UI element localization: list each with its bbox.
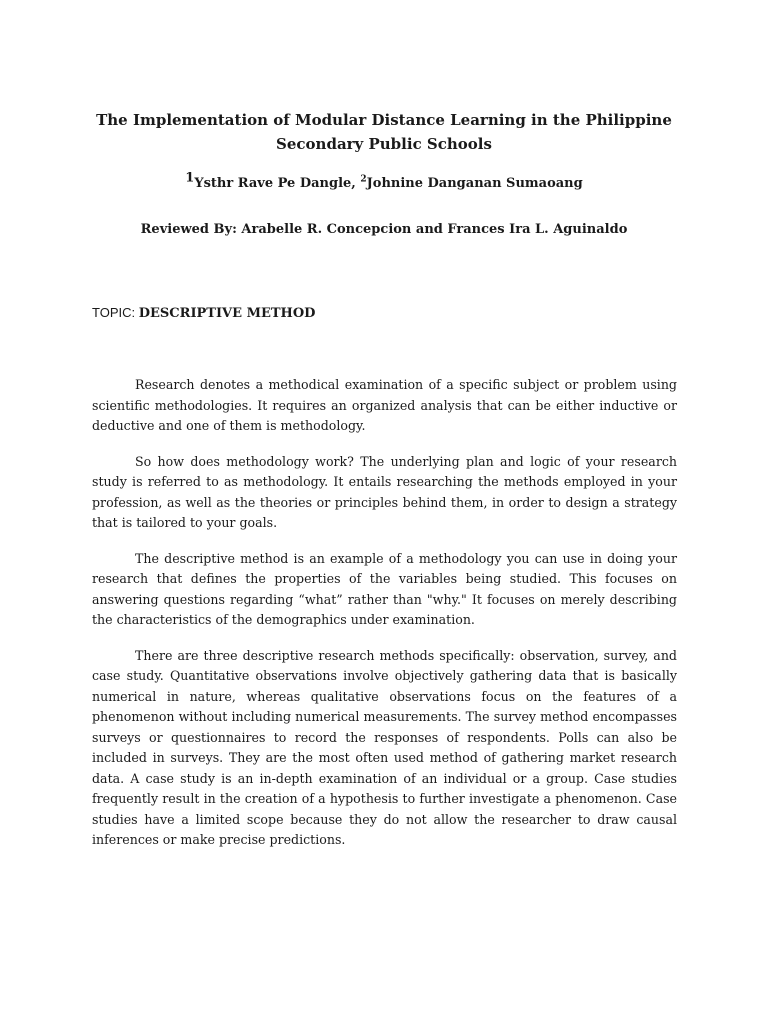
topic-line	[92, 303, 315, 324]
paragraph-3: The descriptive method is an example of a methodology you can use in doing your research that defines the properties of the variables being studied. This focuses on answering questions regarding “what” rather than "why." It focuses on merely describing the characteristics of the demographics under examination.	[92, 550, 677, 627]
authors-line	[92, 170, 676, 194]
author-1-name: Ysthr Rave Pe Dangle,	[194, 176, 361, 191]
reviewed-by-line: Reviewed By: Arabelle R. Concepcion and Frances Ira L. Aguinaldo	[140, 222, 628, 237]
author-1-mark: 1	[185, 170, 195, 186]
topic-label: TOPIC:	[92, 305, 139, 320]
topic-value: DESCRIPTIVE METHOD	[138, 306, 316, 321]
body-text	[92, 375, 677, 866]
author-2-mark: 2	[360, 174, 367, 185]
paragraph-4: There are three descriptive research methods specifically: observation, survey, and case study. Quantitative observations involve objectively gathering data that is basically numerical in nature, whereas qualitative observations focus on the features of a phenomenon without including numerical measurements. The survey method encompasses surveys or questionnaires to record the responses of respondents. Polls can also be included in surveys. They are the most often used method of gathering market research data. A case study is an in-depth examination of an individual or a group. Case studies frequently result in the creation of a hypothesis to further investigate a phenomenon. Case studies have a limited scope because they do not allow the researcher to draw causal inferences or make precise predictions.	[92, 647, 677, 847]
author-2-name: Johnine Danganan Sumaoang	[366, 176, 583, 191]
paragraph-2: So how does methodology work? The underlying plan and logic of your research study is referred to as methodology. It entails researching the methods employed in your profession, as well as the theories or principles behind them, in order to design a strategy that is tailored to your goals.	[92, 453, 677, 530]
paragraph-1: Research denotes a methodical examination of a specific subject or problem using scientific methodologies. It requires an organized analysis that can be either inductive or deductive and one of them is methodology.	[92, 377, 677, 433]
document-title: The Implementation of Modular Distance Learning in the Philippine Secondary Public Schools	[96, 111, 672, 153]
